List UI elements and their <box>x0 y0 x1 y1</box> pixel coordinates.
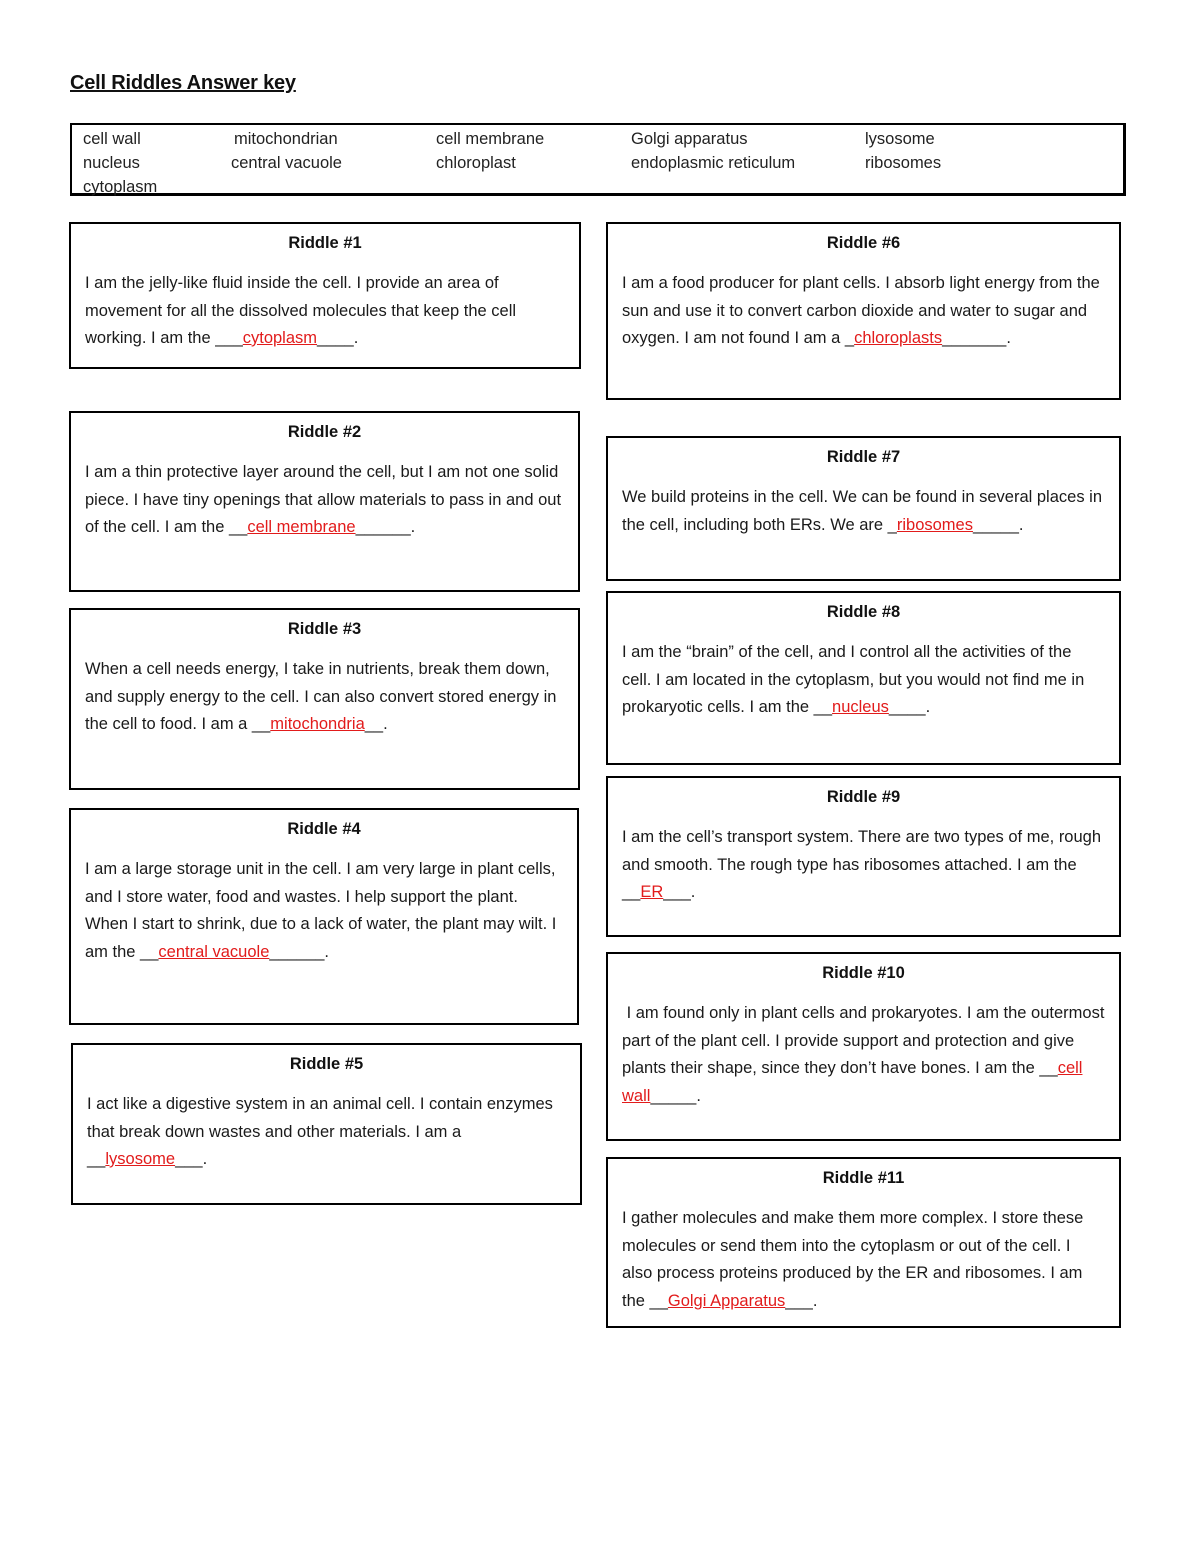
riddle-title: Riddle #5 <box>289 1055 364 1073</box>
riddle-card-4 <box>69 808 579 1025</box>
riddle-answer: cell wall <box>622 1059 1083 1105</box>
riddle-title: Riddle #4 <box>287 820 361 838</box>
word-bank-item: mitochondrian <box>234 130 338 148</box>
riddle-answer: central vacuole <box>158 942 270 961</box>
riddle-text: I am a thin protective layer around the cell, but I am not one solid piece. I have tiny openings that allow materials to pass in and out of the cell. I am the __cell membrane______. <box>85 463 562 536</box>
riddle-title: Riddle #3 <box>287 620 362 638</box>
riddle-text: I act like a digestive system in an animal cell. I contain enzymes that break down wastes and other materials. I am a __lysosome___. <box>87 1095 553 1168</box>
riddle-card-1 <box>69 222 581 369</box>
riddle-answer: cytoplasm <box>242 329 318 347</box>
word-bank-item: Golgi apparatus <box>631 130 748 148</box>
riddle-card-11 <box>606 1157 1121 1328</box>
riddle-title: Riddle #7 <box>826 448 901 466</box>
word-bank-item: nucleus <box>83 154 140 172</box>
riddle-text: We build proteins in the cell. We can be found in several places in the cell, including both ERs. We are _ribosomes_____. <box>622 488 1102 534</box>
riddle-card-8 <box>606 591 1121 765</box>
riddle-text: I am found only in plant cells and prokaryotes. I am the outermost part of the plant cell. I provide support and protection and give plants their shape, since they don’t have bones. I am the __cell wall_____. <box>622 1004 1105 1105</box>
word-bank-item: cell wall <box>83 130 141 148</box>
riddle-card-2 <box>69 411 580 592</box>
riddle-title: Riddle #6 <box>826 234 901 252</box>
word-bank-item: cytoplasm <box>83 178 158 196</box>
riddle-answer: lysosome <box>105 1150 176 1168</box>
word-bank <box>70 123 1126 196</box>
riddle-answer: ER <box>640 883 664 901</box>
riddle-answer: chloroplasts <box>854 329 943 347</box>
riddle-title: Riddle #8 <box>826 603 901 621</box>
riddle-text: I am a large storage unit in the cell. I am very large in plant cells, and I store water, food and wastes. I help support the plant. When I start to shrink, due to a lack of water, the plant may wilt. I am the __central vacuole______. <box>85 860 557 961</box>
riddle-title: Riddle #2 <box>287 423 362 441</box>
riddle-title: Riddle #9 <box>826 788 901 806</box>
riddle-answer: nucleus <box>832 698 889 716</box>
page-title: Cell Riddles Answer key <box>70 72 296 94</box>
riddle-text: I am the jelly-like fluid inside the cell. I provide an area of movement for all the dissolved molecules that keep the cell working. I am the ___cytoplasm____. <box>85 274 517 347</box>
word-bank-item: cell membrane <box>436 130 545 148</box>
riddle-card-5 <box>71 1043 582 1205</box>
word-bank-item: endoplasmic reticulum <box>631 154 796 172</box>
riddle-text: I am a food producer for plant cells. I absorb light energy from the sun and use it to convert carbon dioxide and water to sugar and oxygen. I am not found I am a _chloroplasts_______. <box>622 274 1100 347</box>
riddle-text: I am the “brain” of the cell, and I control all the activities of the cell. I am located in the cytoplasm, but you would not find me in prokaryotic cells. I am the __nucleus____. <box>622 643 1085 716</box>
riddle-text: I am the cell’s transport system. There are two types of me, rough and smooth. The rough type has ribosomes attached. I am the __ER___. <box>622 828 1102 901</box>
riddle-answer: Golgi Apparatus <box>667 1291 786 1310</box>
riddle-title: Riddle #1 <box>288 234 362 252</box>
riddle-text: I gather molecules and make them more complex. I store these molecules or send them into the cytoplasm or out of the cell. I also process proteins produced by the ER and ribosomes. I am the __Golgi Apparatus___. <box>622 1209 1084 1310</box>
word-bank-item: chloroplast <box>436 154 516 172</box>
riddle-card-6 <box>606 222 1121 400</box>
riddle-card-10 <box>606 952 1121 1141</box>
word-bank-item: lysosome <box>865 130 935 148</box>
riddle-answer: cell membrane <box>247 518 356 536</box>
riddle-answer: mitochondria <box>270 715 365 733</box>
riddle-text: When a cell needs energy, I take in nutrients, break them down, and supply energy to the cell. I can also convert stored energy in the cell to food. I am a __mitochondria__. <box>85 660 557 733</box>
riddle-title: Riddle #11 <box>822 1169 905 1187</box>
riddle-card-7 <box>606 436 1121 581</box>
riddle-title: Riddle #10 <box>822 964 905 982</box>
word-bank-item: central vacuole <box>231 154 342 172</box>
riddle-answer: ribosomes <box>896 515 973 534</box>
word-bank-item: ribosomes <box>865 154 942 172</box>
riddle-card-3 <box>69 608 580 790</box>
riddle-card-9 <box>606 776 1121 937</box>
